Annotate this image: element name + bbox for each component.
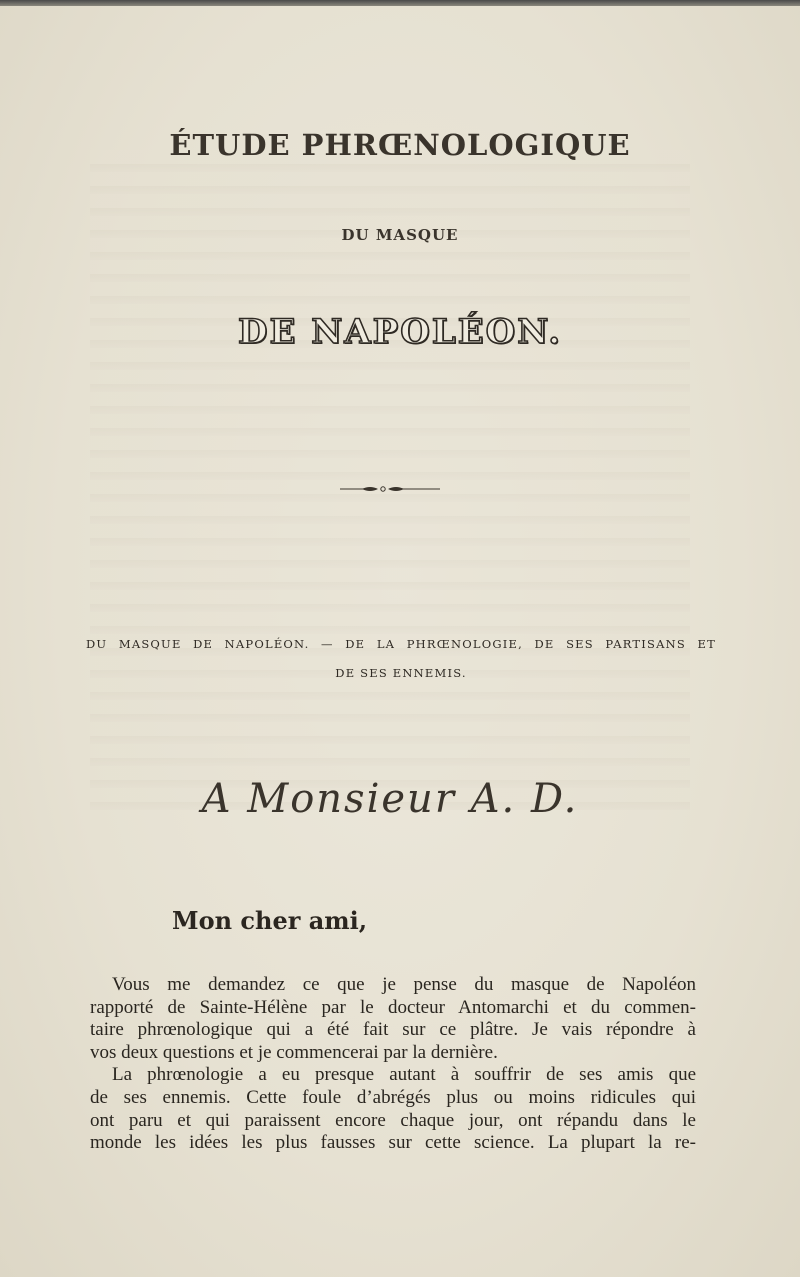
- paragraph-2: [90, 1064, 696, 1154]
- body-text: [90, 974, 696, 1155]
- bleed-through-text: [90, 150, 690, 810]
- body-line: monde les idées les plus fausses sur cette science. La plupart la re-: [90, 1132, 696, 1154]
- paragraph-1: [90, 974, 696, 1064]
- salutation: A Monsieur A. D.: [201, 776, 579, 822]
- page-top-edge: [0, 0, 800, 6]
- body-line: ont paru et qui paraissent encore chaque jour, ont répandu dans le: [90, 1109, 696, 1131]
- title-line-3: DE NAPOLÉON.: [237, 312, 563, 352]
- body-line: taire phrœnologique qui a été fait sur ce plâtre. Je vais répondre à: [90, 1019, 696, 1041]
- title-line-1: ÉTUDE PHRŒNOLOGIQUE: [169, 128, 631, 162]
- body-line: rapporté de Sainte-Hélène par le docteur Antomarchi et du commen-: [90, 996, 696, 1018]
- section-heading-line-2: DE SES ENNEMIS.: [335, 666, 467, 680]
- body-line: La phrœnologie a eu presque autant à souffrir de ses amis que: [112, 1064, 696, 1086]
- body-line: vos deux questions et je commencerai par la dernière.: [90, 1041, 498, 1063]
- section-heading-line-1: DU MASQUE DE NAPOLÉON. — DE LA PHRŒNOLOGIE, DE SES PARTISANS ET: [86, 637, 716, 651]
- ornament-rule-icon: [340, 482, 440, 496]
- greeting: Mon cher ami,: [172, 906, 368, 935]
- body-line: Vous me demandez ce que je pense du masque de Napoléon: [112, 974, 696, 995]
- title-line-2: DU MASQUE: [341, 226, 459, 244]
- body-line: de ses ennemis. Cette foule d’abrégés plus ou moins ridicules qui: [90, 1086, 696, 1108]
